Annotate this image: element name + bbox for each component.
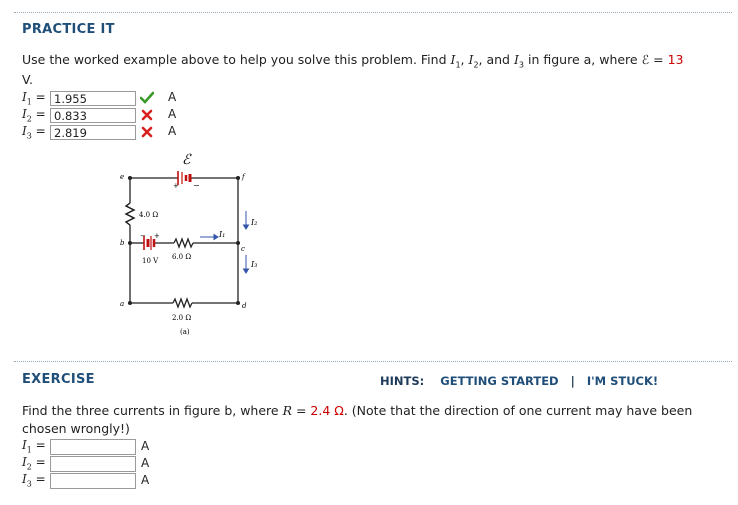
circuit-figure-a [110, 145, 270, 345]
figure-caption: (a) [180, 328, 190, 336]
battery-label-10v: 10 V [142, 257, 159, 265]
node-e-label: e [120, 173, 125, 181]
practice-prompt-unit: V. [22, 72, 33, 87]
plus-sign-top: + [173, 182, 179, 190]
plus-sign-mid: + [154, 232, 160, 240]
current-label-i3: I₃ [251, 260, 258, 269]
check-icon [140, 91, 154, 105]
answer-value-i3[interactable]: 2.819 [50, 125, 136, 140]
exercise-title: EXERCISE [22, 372, 95, 387]
exercise-input-i1[interactable] [50, 439, 136, 455]
exercise-unit-i2: A [141, 456, 150, 470]
answer-label-i3: $I_3$ = [22, 124, 46, 141]
hint-im-stuck-link[interactable]: I'M STUCK! [586, 374, 659, 388]
exercise-label-i2: $I_2$ = [22, 455, 46, 472]
resistor-label-4ohm: 4.0 Ω [139, 211, 159, 219]
exercise-label-i1: $I_1$ = [22, 438, 46, 455]
exercise-input-i3[interactable] [50, 473, 136, 489]
exercise-input-i2[interactable] [50, 456, 136, 472]
node-f-label: f [242, 173, 245, 181]
answer-label-i1: $I_1$ = [22, 90, 46, 107]
r-value: 2.4 [310, 403, 331, 418]
minus-sign-top: − [193, 181, 200, 190]
middle-divider [14, 361, 732, 362]
answer-value-i2[interactable]: 0.833 [50, 108, 136, 123]
resistor-label-6ohm: 6.0 Ω [172, 253, 192, 261]
node-a-label: a [120, 300, 125, 308]
exercise-label-i3: $I_3$ = [22, 472, 46, 489]
answer-label-i2: $I_2$ = [22, 107, 46, 124]
exercise-prompt: Find the three currents in figure b, where R = 2.4 Ω. (Note that the direction of one current may have been chosen wrongly!) [22, 403, 693, 436]
hints-bar [380, 374, 658, 388]
practice-prompt: Use the worked example above to help you solve this problem. Find $I_1$, $I_2$, and $I_3$ in figure a, where ℰ = 13 [22, 52, 684, 70]
node-c-label: c [241, 245, 245, 253]
node-d-label: d [242, 302, 247, 310]
resistor-label-2ohm: 2.0 Ω [172, 314, 192, 322]
current-label-i1: I₁ [219, 230, 226, 239]
hints-separator: | [570, 374, 575, 388]
top-divider [14, 12, 732, 13]
exercise-unit-i3: A [141, 473, 150, 487]
unit-i2: A [168, 107, 177, 121]
cross-icon [140, 108, 154, 122]
practice-title: PRACTICE IT [22, 22, 115, 37]
minus-sign-mid: − [140, 232, 146, 240]
hints-label: HINTS: [380, 374, 425, 388]
emf-label: ℰ [182, 152, 191, 168]
hint-getting-started-link[interactable]: GETTING STARTED [440, 374, 559, 388]
emf-value: 13 [667, 52, 684, 67]
exercise-unit-i1: A [141, 439, 150, 453]
cross-icon [140, 125, 154, 139]
answer-value-i1[interactable]: 1.955 [50, 91, 136, 106]
unit-i1: A [168, 90, 177, 104]
node-b-label: b [120, 239, 125, 247]
current-label-i2: I₂ [251, 218, 258, 227]
unit-i3: A [168, 124, 177, 138]
